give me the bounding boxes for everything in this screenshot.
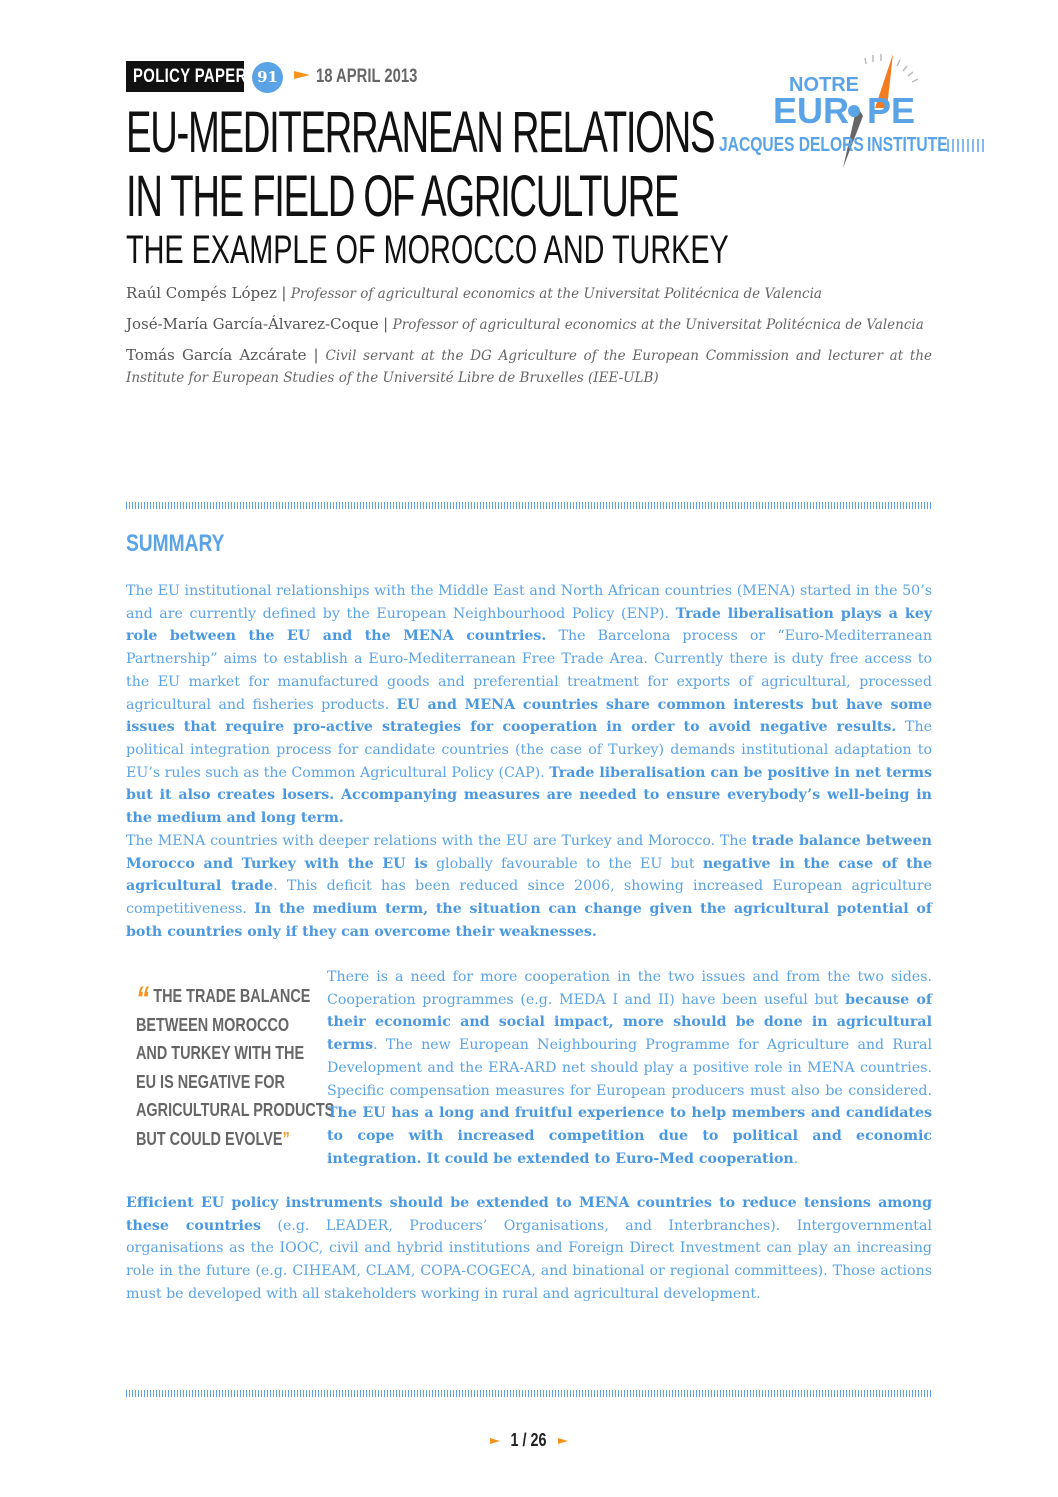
bold-text: EU and MENA countries share common interests but have some issues that require pro-active strategies for cooperation in order to avoid negative results. [126,696,933,736]
pull-quote: “ THE TRADE BALANCE BETWEEN MOROCCO AND TURKEY WITH THE EU IS NEGATIVE FOR AGRICULTURAL PRODUCTS BUT COULD EVOLVE” [136,980,335,1149]
text: There is a need for more cooperation in the two issues and from the two sides. Cooperation programmes (e.g. MEDA I and II) have been useful but [327,969,932,1008]
publication-date: 18 APRIL 2013 [316,66,418,87]
arrow-icon [294,71,310,79]
compass-needle-icon [715,50,995,180]
open-quote-mark: “ [136,980,150,1018]
summary-paragraph-2 [126,830,932,944]
page-footer [0,1430,1058,1451]
title-line-1: EU-MEDITERRANEAN RELATIONS [126,100,715,165]
bold-text: negative in the case of the agricultural trade [126,855,933,895]
text: (e.g. LEADER, Producers’ Organisations, and Interbranches). Intergovernmental organisations as the IOOC, civil and hybrid institutions and Foreign Direct Investment can play an increasing role in the future (e.g. CIHEAM, CLAM, COPA-COGECA, and binational or regional committees). Those actions must be developed with all stakeholders working in rural and agricultural development. [126,1217,932,1302]
divider [126,1390,932,1397]
bold-text: The EU has a long and fruitful experience to help members and candidates to cope with increased competition due to political and economic integration. It could be extended to Euro-Med cooperation [327,1105,932,1167]
text: . The new European Neighbouring Programme for Agriculture and Rural Development and the ERA-ARD net should play a positive role in MENA countries. Specific compensation measures for European producers must also be considered. [327,1037,932,1099]
summary-paragraph-4 [126,1192,932,1306]
divider [126,502,932,509]
author-2: José-María García-Álvarez-Coque | Professor of agricultural economics at the Universitat Politécnica de Valencia [126,315,924,333]
text: The Barcelona process or “Euro-Mediterranean Partnership” aims to establish a Euro-Mediterranean Free Trade Area. Currently there is duty free access to the EU market for manufactured goods and preferential treatment for exports of agricultural, processed agricultural and fisheries products. [126,628,932,713]
text: The political integration process for candidate countries (the case of Turkey) demands institutional adaptation to EU’s rules such as the Common Agricultural Policy (CAP). [126,719,932,781]
bold-text: trade balance between Morocco and Turkey with the EU is [126,833,932,872]
arrow-icon [558,1438,568,1444]
page-number: 1 / 26 [510,1430,548,1450]
title-line-2: IN THE FIELD OF AGRICULTURE [126,164,679,229]
text: . This deficit has been reduced since 2006, showing increased European agriculture competitiveness. [126,878,932,918]
bold-text: because of their economic and social impact, more should be done in agricultural terms [327,991,932,1054]
summary-heading: SUMMARY [126,530,225,557]
notre-europe-logo: NOTRE EUR PE JACQUES DELORS INSTITUTE [715,50,995,180]
bold-text: Trade liberalisation can be positive in net terms but it also creates losers. Accompanying measures are needed to ensure everybody’s well-being in the medium and long term. [126,764,932,827]
bold-text: Efficient EU policy instruments should be extended to MENA countries to reduce tensions among these countries [126,1195,932,1234]
text: globally favourable to the EU but [427,855,703,872]
bold-text: In the medium term, the situation can change given the agricultural potential of both countries only if they can overcome their weaknesses. [126,901,932,940]
text: The MENA countries with deeper relations with the EU are Turkey and Morocco. The [126,833,752,849]
subtitle: THE EXAMPLE OF MOROCCO AND TURKEY [126,228,729,272]
author-3: Tomás García Azcárate | Civil servant at the DG Agriculture of the European Commission and lecturer at the Institute for European Studies of the Université Libre de Bruxelles (IEE-ULB) [126,346,933,386]
policy-paper-tag [126,61,247,92]
arrow-icon [490,1438,500,1444]
text: The EU institutional relationships with the Middle East and North African countries (MENA) started in the 50’s and are currently defined by the European Neighbourhood Policy (ENP). [126,583,932,622]
series-label: POLICY PAPER [133,66,247,87]
summary-paragraph-3 [327,966,932,1170]
issue-number-badge: 91 [252,62,283,93]
bold-text: Trade liberalisation plays a key role between the EU and the MENA countries. [126,605,933,645]
close-quote-mark: ” [282,1127,290,1149]
author-1: Raúl Compés López | Professor of agricultural economics at the Universitat Politécnica de Valencia [126,284,822,302]
text: . [793,1150,799,1167]
summary-paragraph-1 [126,580,932,830]
